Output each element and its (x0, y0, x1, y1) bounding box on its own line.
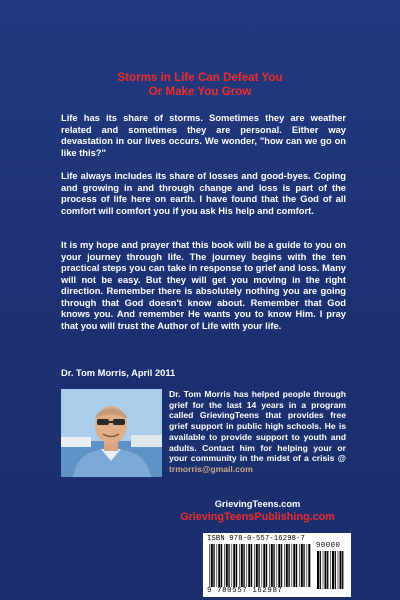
barcode-bar (236, 544, 237, 588)
barcode-bar (243, 544, 244, 588)
barcode-bar (340, 551, 342, 589)
barcode-bar (317, 551, 319, 589)
barcode-bar (303, 544, 304, 588)
barcode-bar (320, 551, 321, 589)
barcode-bar (262, 544, 263, 588)
barcode-bar (247, 544, 248, 588)
barcode-bar (271, 544, 273, 588)
barcode-bar (221, 544, 222, 588)
author-bio-text: Dr. Tom Morris has helped people through grief for the last 14 years in a program called GrievingTeens that provides free grief support in public high schools. He is available to provide support to youth and adults. Contact him for helping your or your community in the midst of a crisis @ (169, 389, 346, 464)
isbn-digits: 9 780557 162987 (207, 587, 311, 595)
barcode-bar (241, 544, 243, 588)
barcode-bar (213, 544, 214, 588)
headline-line-1: Storms in Life Can Defeat You (117, 71, 283, 84)
barcode-bar (335, 551, 336, 589)
author-email[interactable]: trmorris@gmail.com (169, 463, 253, 474)
barcode-bar (332, 551, 334, 589)
barcode-bar (226, 544, 228, 588)
paragraph-storms: Life has its share of storms. Sometimes they are weather related and sometimes they are personal. Either way devastation in our lives occurs. We wonder, "how can we go on like this?" (61, 113, 346, 158)
website-link-small[interactable]: GrievingTeens.com (214, 499, 301, 509)
headline-line-2: Or Make You Grow (148, 85, 252, 98)
barcode-bar (218, 544, 220, 588)
barcode-bar (327, 551, 328, 589)
barcode-bar (325, 551, 327, 589)
website-link-big[interactable]: GrievingTeensPublishing.com (180, 511, 335, 523)
barcode-bar (224, 544, 225, 588)
barcode-bar (292, 544, 293, 588)
isbn-barcode (203, 533, 351, 597)
barcode-bar (323, 551, 324, 589)
barcode-bar (256, 544, 258, 588)
barcode-bar (307, 544, 308, 588)
barcode-bar (211, 544, 213, 588)
barcode-bar (254, 544, 255, 588)
author-bio (169, 389, 346, 475)
barcode-bar (286, 544, 288, 588)
barcode-bar (338, 551, 339, 589)
barcode-bar (266, 544, 267, 588)
barcode-bar (209, 544, 210, 588)
barcode-bar (293, 544, 295, 588)
barcode-bar (342, 551, 343, 589)
barcode-bar (217, 544, 218, 588)
barcode-bar (239, 544, 240, 588)
barcode-bar (299, 544, 300, 588)
barcode-bar (228, 544, 229, 588)
barcode-bar (278, 544, 280, 588)
barcode-bar (301, 544, 303, 588)
barcode-bar (330, 551, 331, 589)
barcode-bar (277, 544, 278, 588)
author-signature: Dr. Tom Morris, April 2011 (61, 368, 176, 378)
headline (40, 71, 360, 99)
barcode-bar (281, 544, 282, 588)
barcode-bar (251, 544, 252, 588)
author-photo (61, 389, 162, 477)
barcode-bar (273, 544, 274, 588)
barcode-bar (296, 544, 297, 588)
barcode-bar (269, 544, 270, 588)
isbn-label: ISBN 978-0-557-16298-7 (207, 535, 306, 543)
barcode-bar (258, 544, 259, 588)
barcode-bar (308, 544, 310, 588)
price-code: 90000 (316, 542, 341, 550)
barcode-bar (248, 544, 250, 588)
author-portrait-illustration (61, 389, 162, 477)
barcode-bar (284, 544, 285, 588)
barcode-bar (232, 544, 233, 588)
paragraph-losses: Life always includes its share of losses and good-byes. Coping and growing in and through change and loss is part of the process of life here on earth. I have found that the God of all comfort will comfort you if you ask His help and comfort. (61, 171, 346, 216)
barcode-bar (288, 544, 289, 588)
barcode-bar (263, 544, 265, 588)
paragraph-hope: It is my hope and prayer that this book will be a guide to you on your journey through life. The journey begins with the ten practical steps you can take in response to grief and loss. Many will not be easy. But they will get you moving in the right direction. Remember there is absolutely nothing you are going through that God doesn't know about. Remember that God knows you. And remember He wants you to know Him. I pray that you will trust the Author of Life with your life. (61, 240, 346, 331)
barcode-bar (233, 544, 235, 588)
